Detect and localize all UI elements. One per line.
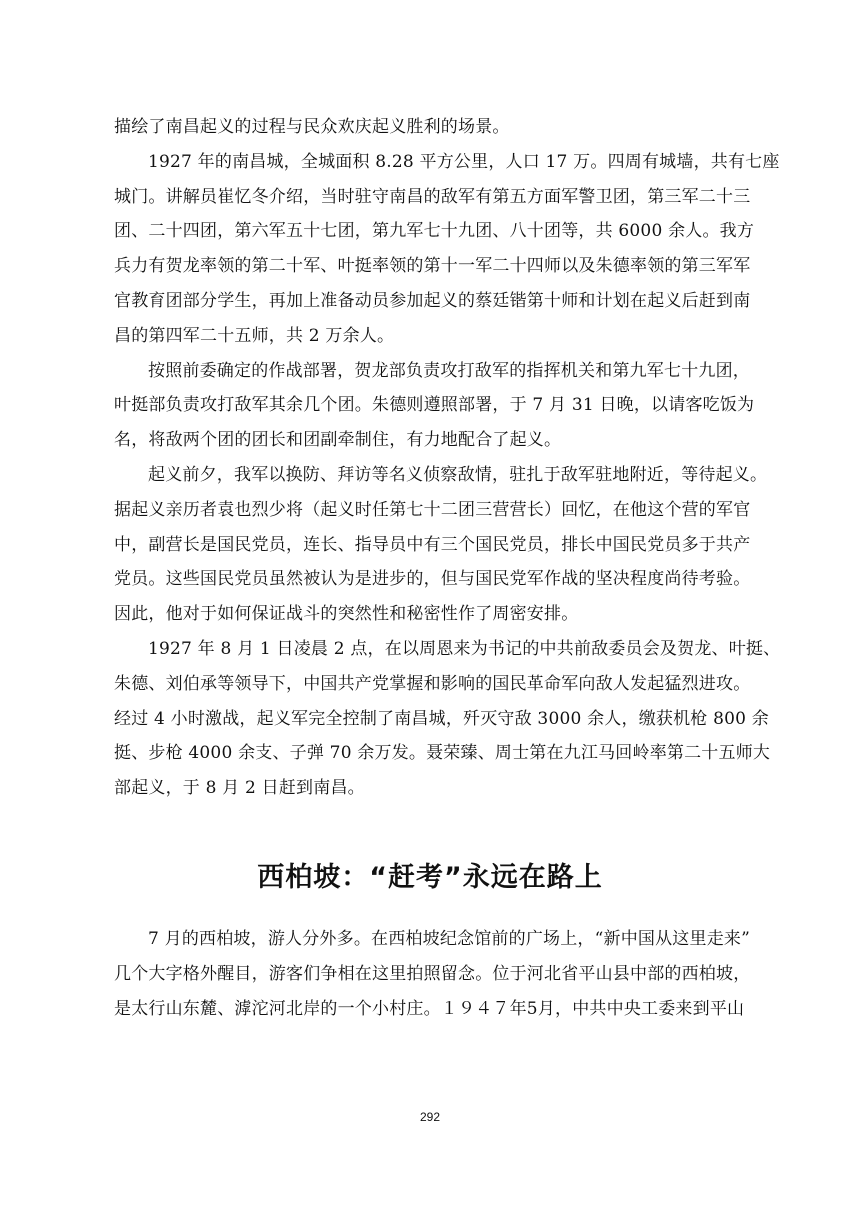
text-line: 按照前委确定的作战部署，贺龙部负责攻打敌军的指挥机关和第九军七十九团， (148, 360, 750, 381)
text-line: 城门。讲解员崔忆冬介绍，当时驻守南昌的敌军有第五方面军警卫团，第三军二十三 (114, 186, 751, 207)
text-line: 部起义，于 8 月 2 日赶到南昌。 (114, 778, 365, 799)
text-line: 描绘了南昌起义的过程与民众欢庆起义胜利的场景。 (114, 117, 510, 137)
text-line: 党员。这些国民党员虽然被认为是进步的，但与国民党军作战的坚决程度尚待考验。 (114, 569, 751, 590)
text-line: 1927 年 8 月 1 日凌晨 2 点，在以周恩来为书记的中共前敌委员会及贺龙、叶挺、 (148, 638, 781, 659)
paragraph (114, 354, 754, 458)
text-line: 朱德、刘伯承等领导下，中国共产党掌握和影响的国民革命军向敌人发起猛烈进攻。 (114, 673, 751, 694)
text-line: 是太行山东麓、滹沱河北岸的一个小村庄。１９４７年5月，中共中央工委来到平山 (114, 998, 745, 1019)
text-line: 中，副营长是国民党员，连长、指导员中有三个国民党员，排长中国民党员多于共产 (114, 534, 751, 555)
paragraph (114, 110, 754, 145)
paragraph (114, 145, 780, 354)
paragraph (114, 632, 781, 806)
body-text-bottom (114, 922, 754, 1026)
body-text-top (114, 110, 781, 806)
paragraph (114, 922, 754, 1026)
text-line: 昌的第四军二十五师，共 2 万余人。 (114, 325, 395, 346)
text-line: 几个大字格外醒目，游客们争相在这里拍照留念。位于河北省平山县中部的西柏坡， (114, 963, 751, 984)
paragraph (114, 458, 768, 632)
text-line: 兵力有贺龙率领的第二十军、叶挺率领的第十一军二十四师以及朱德率领的第三军军 (114, 256, 751, 277)
text-line: 1927 年的南昌城，全城面积 8.28 平方公里，人口 17 万。四周有城墙，共有七座 (148, 151, 780, 172)
text-line: 经过 4 小时激战，起义军完全控制了南昌城，歼灭守敌 3000 余人，缴获机枪 800 余 (114, 708, 769, 729)
page-number: 292 (419, 1110, 441, 1124)
section-heading: 西柏坡：“赶考”永远在路上 (257, 862, 603, 893)
text-line: 叶挺部负责攻打敌军其余几个团。朱德则遵照部署，于 7 月 31 日晚，以请客吃饭为 (114, 395, 755, 416)
text-line: 挺、步枪 4000 余支、子弹 70 余万发。聂荣臻、周士第在九江马回岭率第二十五师大 (114, 743, 771, 764)
text-line: 7 月的西柏坡，游人分外多。在西柏坡纪念馆前的广场上，“新中国从这里走来” (148, 929, 750, 949)
text-line: 据起义亲历者袁也烈少将（起义时任第七十二团三营营长）回忆，在他这个营的军官 (114, 499, 751, 520)
text-line: 官教育团部分学生，再加上准备动员参加起义的蔡廷锴第十师和计划在起义后赶到南 (114, 290, 751, 311)
text-line: 团、二十四团，第六军五十七团，第九军七十九团、八十团等，共 6000 余人。我方 (114, 221, 755, 242)
text-line: 名，将敌两个团的团长和团副牵制住，有力地配合了起义。 (114, 430, 562, 451)
text-line: 起义前夕，我军以换防、拜访等名义侦察敌情，驻扎于敌军驻地附近，等待起义。 (148, 464, 768, 485)
text-line: 因此，他对于如何保证战斗的突然性和秘密性作了周密安排。 (114, 604, 579, 625)
